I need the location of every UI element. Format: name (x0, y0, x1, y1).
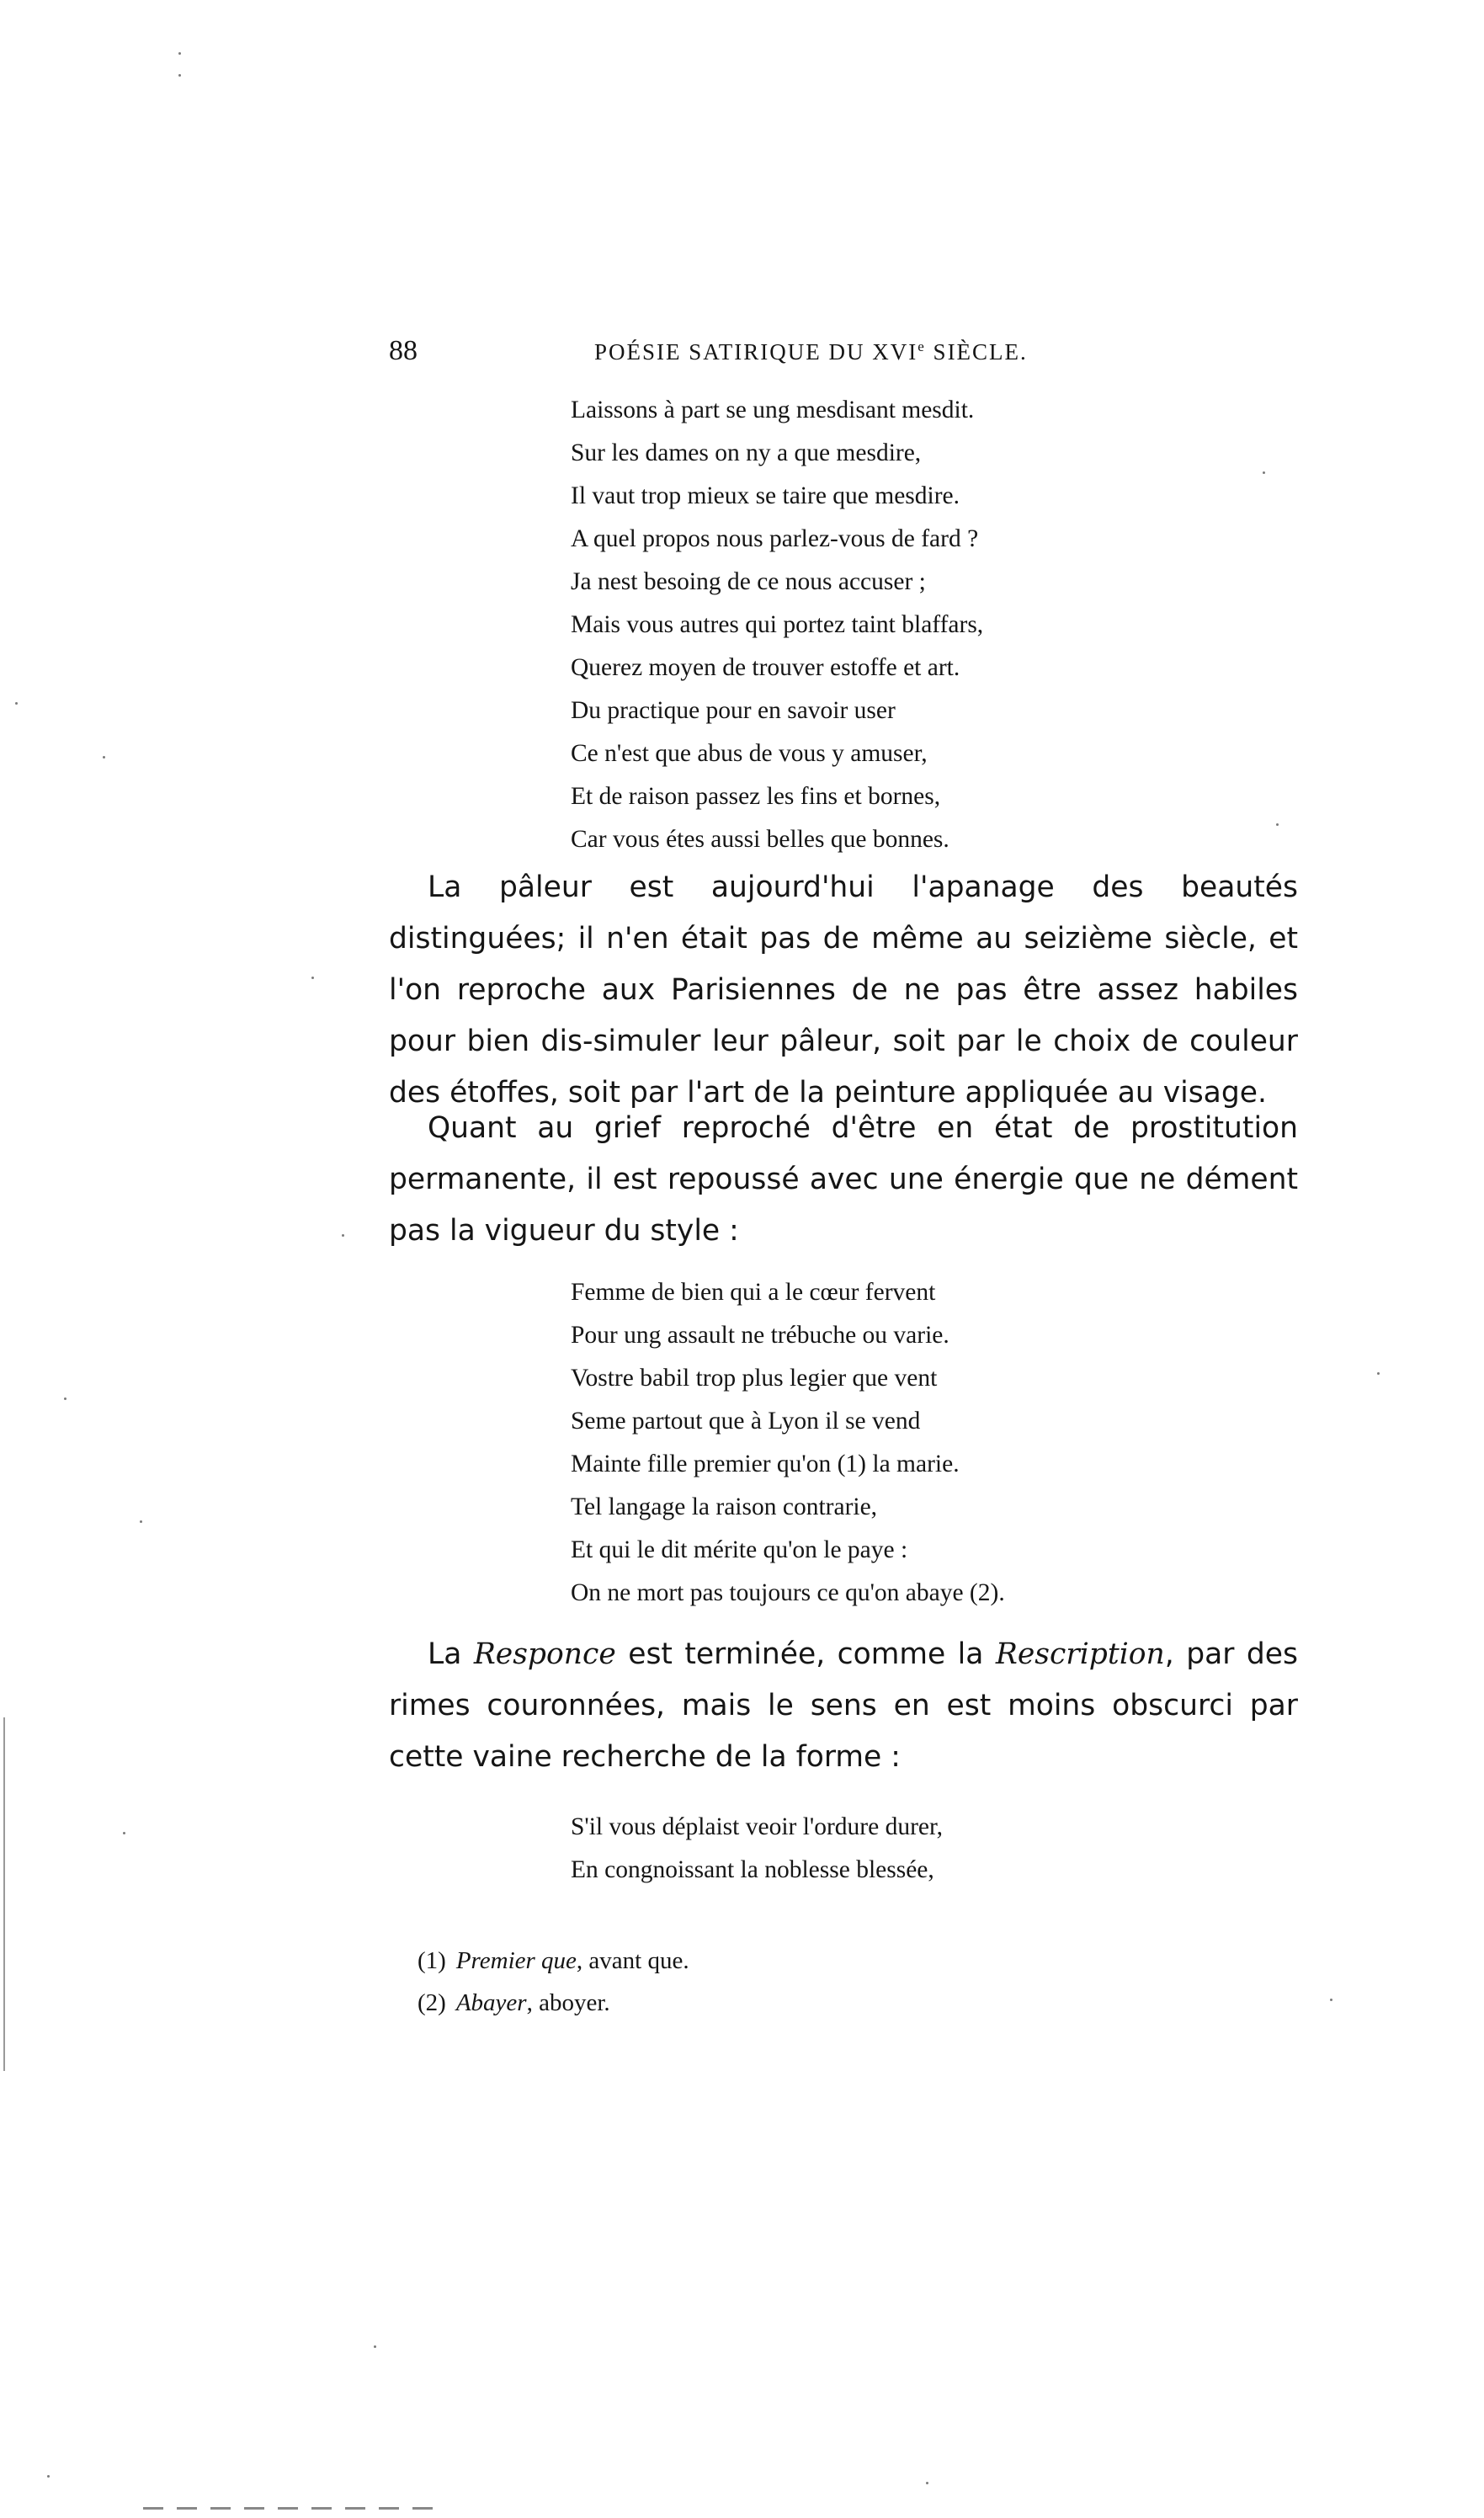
footnote-term: Premier que (455, 1947, 577, 1974)
footnote (418, 1982, 689, 2024)
scan-edge-line (3, 1717, 5, 2071)
verse-line: Du practique pour en savoir user (571, 697, 896, 724)
running-title-sup: e (918, 338, 926, 354)
verse-line: Ce n'est que abus de vous y amuser, (571, 740, 928, 767)
prose-text: Quant au grief reproché d'être en état de prostitution permanente, il est repoussé avec une énergie que ne dément pas la vigueur du style : (389, 1111, 1298, 1248)
verse-line: Femme de bien qui a le cœur fervent (571, 1279, 936, 1306)
prose-paragraph-3 (389, 1629, 1298, 1783)
verse-line: On ne mort pas toujours ce qu'on abaye (2). (571, 1579, 1005, 1606)
verse-line: En congnoissant la noblesse blessée, (571, 1856, 934, 1883)
verse-line: Vostre babil trop plus legier que vent (571, 1365, 938, 1392)
verse-line: Ja nest besoing de ce nous accuser ; (571, 568, 926, 595)
footnotes (418, 1940, 689, 2024)
prose-text-c: , par des rimes couronnées, mais le sens en est moins obscurci par cette vaine recherche de la forme : (389, 1637, 1298, 1774)
page-number: 88 (389, 335, 418, 366)
verse-line: Car vous étes aussi belles que bonnes. (571, 826, 949, 853)
verse-line: Laissons à part se ung mesdisant mesdit. (571, 397, 975, 423)
verse-line: Seme partout que à Lyon il se vend (571, 1408, 921, 1435)
verse-line: A quel propos nous parlez-vous de fard ? (571, 525, 979, 552)
verse-line: Il vaut trop mieux se taire que mesdire. (571, 482, 960, 509)
running-title-main: POÉSIE SATIRIQUE DU XVI (594, 339, 918, 365)
running-title (594, 338, 1028, 365)
footnote-number: (2) (418, 1989, 446, 2016)
title-responce: Responce (473, 1637, 616, 1671)
verse-line: Querez moyen de trouver estoffe et art. (571, 654, 960, 681)
verse-line: Pour ung assault ne trébuche ou varie. (571, 1322, 949, 1349)
footnote (418, 1940, 689, 1982)
verse-line: Tel langage la raison contrarie, (571, 1493, 878, 1520)
verse-block-1 (571, 389, 983, 861)
footnote-term: Abayer (455, 1989, 527, 2016)
footnote-gloss: , aboyer. (526, 1989, 610, 2016)
prose-paragraph-2 (389, 1103, 1298, 1257)
verse-line: Et qui le dit mérite qu'on le paye : (571, 1536, 908, 1563)
verse-line: Mais vous autres qui portez taint blaffars, (571, 611, 984, 638)
page-header (389, 335, 1104, 374)
footnote-gloss: , avant que. (576, 1947, 689, 1974)
prose-text-b: est terminée, comme la (615, 1637, 996, 1671)
verse-line: Et de raison passez les fins et bornes, (571, 783, 941, 810)
prose-text-a: La (428, 1637, 474, 1671)
verse-line: Sur les dames on ny a que mesdire, (571, 439, 922, 466)
verse-block-2 (571, 1271, 1005, 1615)
title-rescription: Rescription (995, 1637, 1165, 1671)
prose-text: La pâleur est aujourd'hui l'apanage des beautés distinguées; il n'en était pas de même au seizième siècle, et l'on reproche aux Parisiennes de ne pas être assez habiles pour bien dis-simuler leur pâleur, soit par le choix de couleur des étoffes, soit par l'art de la peinture appliquée au visage. (389, 870, 1298, 1110)
prose-paragraph-1 (389, 862, 1298, 1119)
verse-block-3 (571, 1806, 943, 1892)
scan-bottom-smudge (143, 2507, 446, 2510)
verse-line: S'il vous déplaist veoir l'ordure durer, (571, 1813, 944, 1840)
running-title-tail: SIÈCLE. (925, 339, 1028, 365)
verse-line: Mainte fille premier qu'on (1) la marie. (571, 1451, 960, 1477)
footnote-number: (1) (418, 1947, 446, 1974)
